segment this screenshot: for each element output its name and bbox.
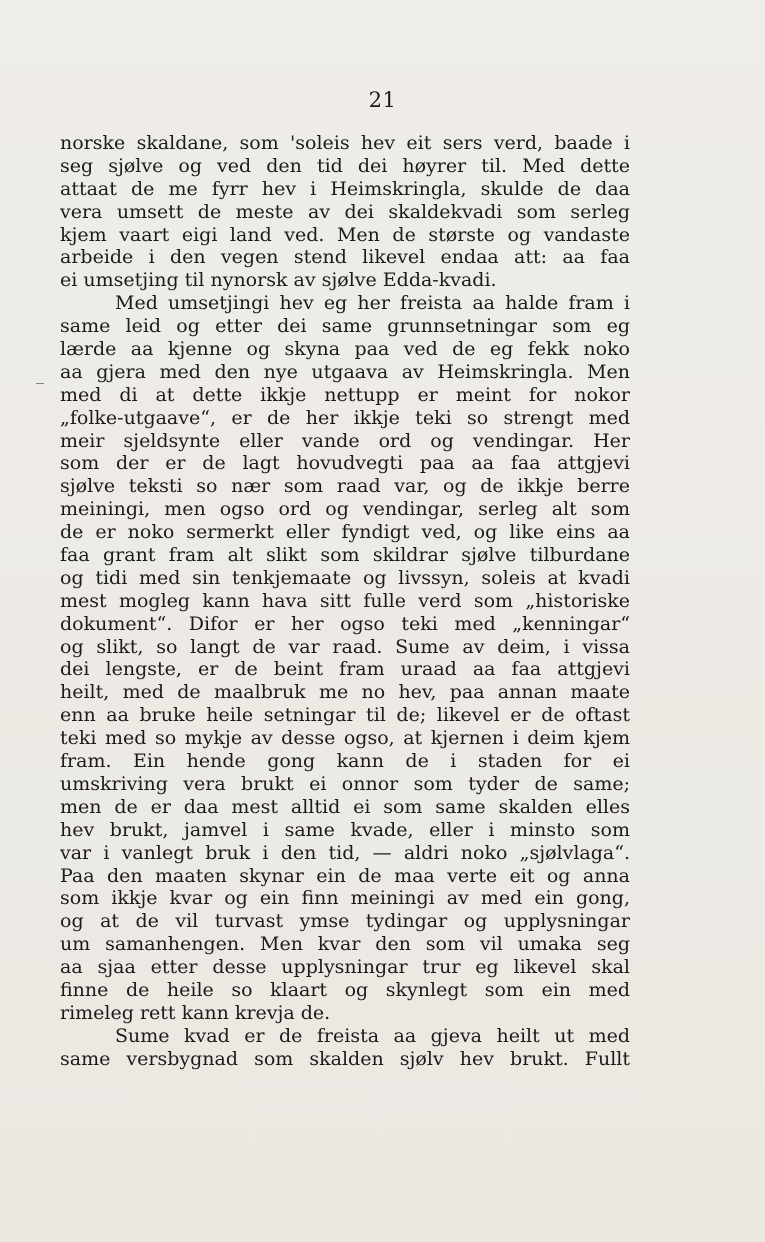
text-line: fram. Ein hende gong kann de i staden for ei <box>60 750 630 773</box>
text-line: ei umsetjing til nynorsk av sjølve Edda-kvadi. <box>60 269 497 292</box>
text-line: seg sjølve og ved den tid dei høyrer til. Med dette <box>60 154 630 177</box>
text-line: men de er daa mest alltid ei som same skalden elles <box>60 795 630 818</box>
text-line: kjem vaart eigi land ved. Men de største og vandaste <box>60 223 630 246</box>
page-number: 21 <box>368 88 397 112</box>
text-line: lærde aa kjenne og skyna paa ved de eg fekk noko <box>60 338 630 361</box>
text-line: teki med so mykje av desse ogso, at kjernen i deim kjem <box>60 727 630 750</box>
text-line: aa gjera med den nye utgaava av Heimskringla. Men <box>60 360 630 383</box>
text-line: umskriving vera brukt ei onnor som tyder de same; <box>60 772 630 795</box>
text-line: de er noko sermerkt eller fyndigt ved, og like eins aa <box>60 521 630 544</box>
text-line: rimeleg rett kann krevja de. <box>60 1001 331 1024</box>
text-line: og tidi med sin tenkjemaate og livssyn, soleis at kvadi <box>60 566 630 589</box>
text-line: enn aa bruke heile setningar til de; likevel er de oftast <box>60 704 630 727</box>
text-line: hev brukt, jamvel i same kvade, eller i minsto som <box>60 818 630 841</box>
text-line: um samanhengen. Men kvar den som vil umaka seg <box>60 933 630 956</box>
text-line: med di at dette ikkje nettupp er meint for nokor <box>60 383 630 406</box>
text-line: Med umsetjingi hev eg her freista aa halde fram i <box>115 292 630 315</box>
text-line: dokument“. Difor er her ogso teki med „kenningar“ <box>60 612 630 635</box>
text-line: aa sjaa etter desse upplysningar trur eg likevel skal <box>60 956 630 979</box>
text-line: norske skaldane, som 'soleis hev eit sers verd, baade i <box>60 132 630 154</box>
text-line: arbeide i den vegen stend likevel endaa att: aa faa <box>60 246 630 269</box>
text-line: vera umsett de meste av dei skaldekvadi som serleg <box>60 200 630 223</box>
text-line: mest mogleg kann hava sitt fulle verd som „historiske <box>60 589 630 612</box>
text-line: attaat de me fyrr hev i Heimskringla, skulde de daa <box>60 177 630 200</box>
body-text <box>60 132 630 1071</box>
text-line: og slikt, so langt de var raad. Sume av deim, i vissa <box>60 635 630 658</box>
text-line: som der er de lagt hovudvegti paa aa faa attgjevi <box>60 452 630 475</box>
text-line: same versbygnad som skalden sjølv hev brukt. Fullt <box>60 1047 630 1070</box>
text-line: som ikkje kvar og ein finn meiningi av med ein gong, <box>60 887 630 910</box>
text-line: heilt, med de maalbruk me no hev, paa annan maate <box>60 681 630 704</box>
text-line: sjølve teksti so nær som raad var, og de ikkje berre <box>60 475 630 498</box>
text-line: meiningi, men ogso ord og vendingar, serleg alt som <box>60 498 630 521</box>
text-line: same leid og etter dei same grunnsetningar som eg <box>60 315 630 338</box>
margin-mark <box>36 383 44 384</box>
text-line: Sume kvad er de freista aa gjeva heilt ut med <box>115 1024 630 1047</box>
text-line: meir sjeldsynte eller vande ord og vendingar. Her <box>60 429 630 452</box>
text-line: var i vanlegt bruk i den tid, — aldri noko „sjølvlaga“. <box>60 841 630 864</box>
text-line: Paa den maaten skynar ein de maa verte eit og anna <box>60 864 630 887</box>
text-line: dei lengste, er de beint fram uraad aa faa attgjevi <box>60 658 630 681</box>
text-line: „folke-utgaave“, er de her ikkje teki so strengt med <box>60 406 630 429</box>
text-line: faa grant fram alt slikt som skildrar sjølve tilburdane <box>60 544 630 567</box>
text-line: og at de vil turvast ymse tydingar og upplysningar <box>60 910 630 933</box>
text-line: finne de heile so klaart og skynlegt som ein med <box>60 978 630 1001</box>
